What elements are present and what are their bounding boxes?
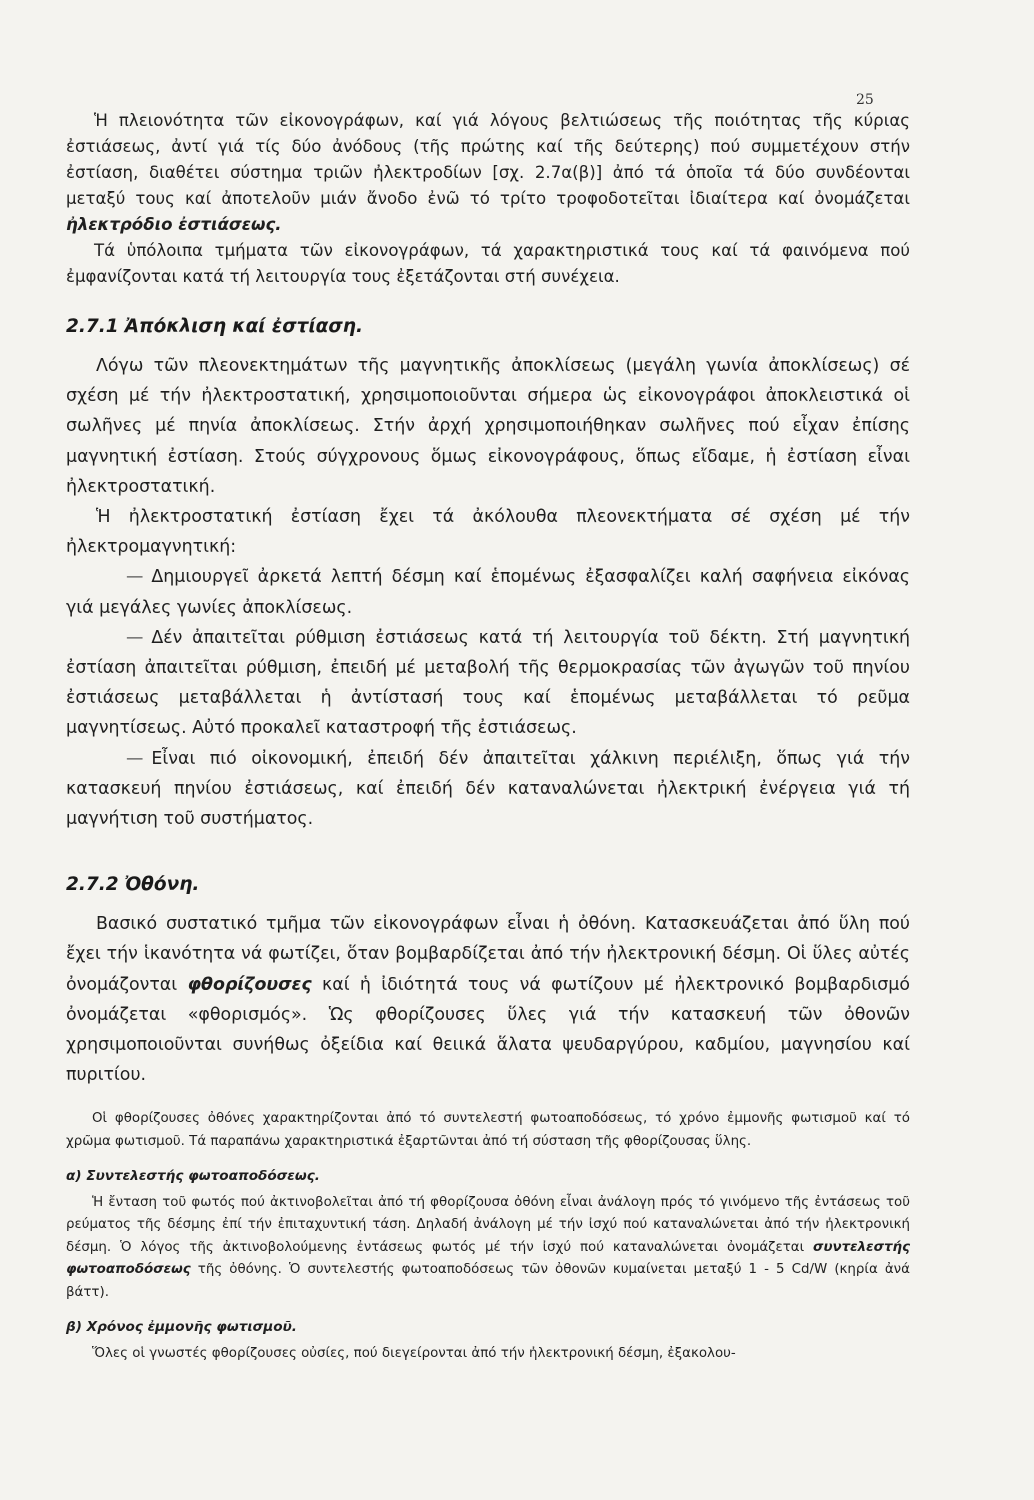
section-number: 2.7.1 — [66, 316, 119, 337]
paragraph-text: καί ἡ ἰδιότητά τους νά φωτίζουν μέ ἠλεκτρονικό βομβαρδισμό ὀνομάζεται «φθορισμός». Ὡς φθορίζουσες ὕλες γιά τήν κατασκευή τῶν ὀθονῶν χρησιμοποιοῦνται συνήθως ὀξείδια καί θειικά ἅλατα ψευδαργύρου, καδμίου, μαγνησίου καί πυριτίου. — [66, 974, 910, 1086]
paragraph-text: Βασικό συστατικό τμῆμα τῶν εἰκονογράφων εἶναι ἡ ὀθόνη. Κατασκευάζεται ἀπό ὕλη πού ἔχει τήν ἱκανότητα νά φωτίζει, ὅταν βομβαρδίζεται ἀπό τήν ἠλεκτρονική δέσμη. Οἱ ὕλες αὐτές ὀνομάζονται — [66, 914, 910, 995]
intro-paragraph-1-text: Ἡ πλειονότητα τῶν εἰκονογράφων, καί γιά λόγους βελτιώσεως τῆς ποιότητας τῆς κύριας ἐστιάσεως, ἀντί γιά τίς δύο ἀνόδους (τῆς πρώτης καί τῆς δεύτερης) πού συμμετέχουν στήν ἐστίαση, διαθέτει σύστημα τριῶν ἠλεκτροδίων [σχ. 2.7α(β)] ἀπό τά ὁποῖα τά δύο συνδέονται μεταξύ τους καί ἀποτελοῦν μιάν ἄνοδο ἐνῶ τό τρίτο τροφοδοτεῖται ἰδιαίτερα καί ὀνομάζεται — [66, 111, 910, 208]
paragraph-text: τῆς ὀθόνης. Ὁ συντελεστής φωτοαποδόσεως τῶν ὀθονῶν κυμαίνεται μεταξύ 1 - 5 Cd/W (κηρία ἀνά βάττ). — [66, 1262, 910, 1301]
list-item — [66, 562, 910, 622]
intro-paragraph-2: Τά ὑπόλοιπα τμήματα τῶν εἰκονογράφων, τά χαρακτηριστικά τους καί τά φαινόμενα πού ἐμφανίζονται κατά τή λειτουργία τους ἐξετάζονται στή συνέχεια. — [66, 241, 910, 286]
list-item — [66, 744, 910, 835]
section-2-7-2-paragraph-1 — [66, 909, 910, 1090]
phosphor-characteristics-paragraph: Οἱ φθορίζουσες ὀθόνες χαρακτηρίζονται ἀπό τό συντελεστή φωτοαποδόσεως, τό χρόνο ἐμμονῆς φωτισμοῦ καί τό χρῶμα φωτισμοῦ. Τά παραπάνω χαρακτηριστικά ἐξαρτῶνται ἀπό τή σύσταση τῆς φθορίζουσας ὕλης. — [66, 1111, 910, 1150]
subsection-b-paragraph: Ὅλες οἱ γνωστές φθορίζουσες οὐσίες, πού διεγείρονται ἀπό τήν ἠλεκτρονική δέσμη, ἐξακολου- — [92, 1345, 736, 1361]
section-2-7-2-heading — [66, 874, 910, 895]
section-title: Ἀπόκλιση καί ἐστίαση. — [124, 316, 363, 337]
subsection-a-heading: α) Συντελεστής φωτοαποδόσεως. — [66, 1167, 320, 1184]
page-body — [66, 108, 910, 1365]
page-number: 25 — [856, 92, 874, 108]
section-2-7-1-heading — [66, 316, 910, 337]
subsection-b-heading: β) Χρόνος ἐμμονῆς φωτισμοῦ. — [66, 1318, 297, 1335]
dash-marker: — — [126, 627, 144, 648]
section-2-7-1-paragraph-1: Λόγω τῶν πλεονεκτημάτων τῆς μαγνητικῆς ἀποκλίσεως (μεγάλη γωνία ἀποκλίσεως) σέ σχέση μέ τήν ἠλεκτροστατική, χρησιμοποιοῦνται σήμερα ὡς εἰκονογράφοι ἀποκλειστικά οἱ σωλῆνες μέ πηνία ἀποκλίσεως. Στήν ἀρχή χρησιμοποιήθηκαν σωλῆνες πού εἶχαν ἐπίσης μαγνητική ἐστίαση. Στούς σύγχρονους ὅμως εἰκονογράφους, ὅπως εἴδαμε, ἡ ἐστίαση εἶναι ἠλεκτροστατική. — [66, 356, 910, 497]
paragraph-text: Ἡ ἔνταση τοῦ φωτός πού ἀκτινοβολεῖται ἀπό τή φθορίζουσα ὀθόνη εἶναι ἀνάλογη πρός τό γινόμενο τῆς ἐντάσεως τοῦ ρεύματος τῆς δέσμης ἐπί τήν ἐπιταχυντική τάση. Δηλαδή ἀνάλογη μέ τήν ἰσχύ πού καταναλώνεται ἀπό τήν ἠλεκτρονική δέσμη. Ὁ λόγος τῆς ἀκτινοβολούμενης ἐντάσεως φωτός μέ τήν ἰσχύ πού καταναλώνεται ὀνομάζεται — [66, 1194, 910, 1255]
electrode-term: ἠλεκτρόδιο ἐστιάσεως. — [66, 215, 282, 234]
list-item — [66, 623, 910, 744]
intro-paragraph-1 — [66, 108, 910, 238]
dash-marker: — — [126, 567, 144, 588]
section-number: 2.7.2 — [66, 874, 119, 896]
subsection-a-paragraph — [66, 1192, 910, 1305]
list-item-text: Δημιουργεῖ ἀρκετά λεπτή δέσμη καί ἑπομένως ἐξασφαλίζει καλή σαφήνεια εἰκόνας γιά μεγάλες γωνίες ἀποκλίσεως. — [66, 567, 910, 618]
list-item-text: Εἶναι πιό οἰκονομική, ἐπειδή δέν ἀπαιτεῖται χάλκινη περιέλιξη, ὅπως γιά τήν κατασκευή πηνίου ἐστιάσεως, καί ἐπειδή δέν καταναλώνεται ἠλεκτρική ἐνέργεια γιά τή μαγνήτιση τοῦ συστήματος. — [66, 748, 910, 830]
list-item-text: Δέν ἀπαιτεῖται ρύθμιση ἐστιάσεως κατά τή λειτουργία τοῦ δέκτη. Στή μαγνητική ἐστίαση ἀπαιτεῖται ρύθμιση, ἐπειδή μέ μεταβολή τῆς θερμοκρασίας τῶν ἀγωγῶν τοῦ πηνίου ἐστιάσεως μεταβάλλεται ἡ ἀντίστασή τους καί ἑπομένως μεταβάλλεται τό ρεῦμα μαγνητίσεως. Αὐτό προκαλεῖ καταστροφή τῆς ἐστιάσεως. — [66, 627, 910, 739]
phosphor-term: φθορίζουσες — [187, 974, 312, 995]
section-title: Ὀθόνη. — [124, 874, 200, 896]
luminous-efficiency-term: συντελεστής φωτοαποδόσεως — [66, 1239, 911, 1278]
dash-marker: — — [126, 748, 144, 769]
section-2-7-1-paragraph-2: Ἡ ἠλεκτροστατική ἐστίαση ἔχει τά ἀκόλουθα πλεονεκτήματα σέ σχέση μέ τήν ἠλεκτρομαγνητική: — [66, 507, 910, 558]
